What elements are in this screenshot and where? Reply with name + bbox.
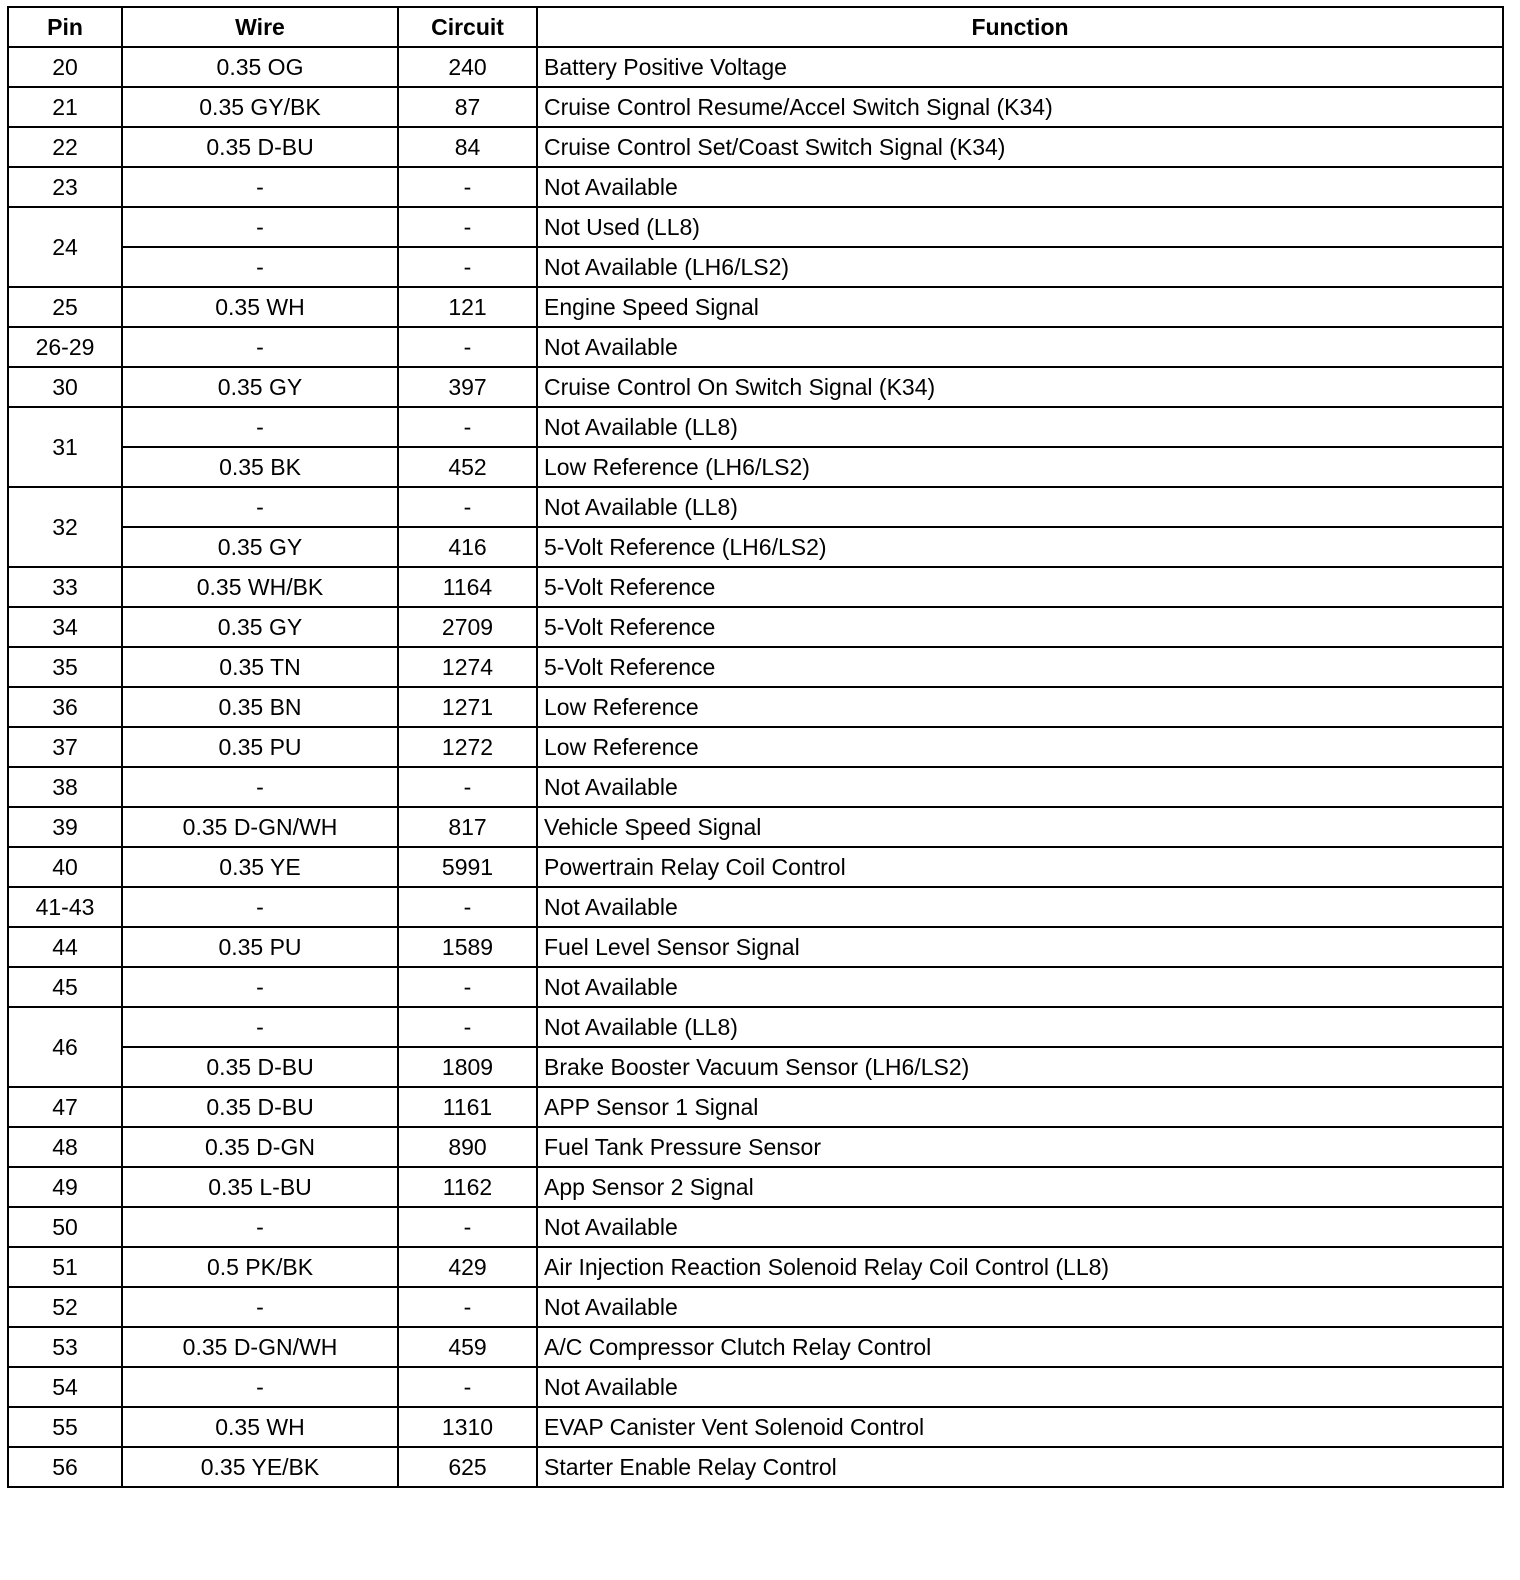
function-cell: Fuel Level Sensor Signal xyxy=(537,927,1503,967)
circuit-cell: 1310 xyxy=(398,1407,537,1447)
circuit-cell: 121 xyxy=(398,287,537,327)
function-cell: Cruise Control On Switch Signal (K34) xyxy=(537,367,1503,407)
pin-cell: 41-43 xyxy=(8,887,122,927)
wire-cell: 0.35 WH xyxy=(122,1407,398,1447)
table-row xyxy=(8,727,1503,767)
pin-cell: 40 xyxy=(8,847,122,887)
wire-cell: 0.35 BN xyxy=(122,687,398,727)
circuit-cell: 890 xyxy=(398,1127,537,1167)
header-row xyxy=(8,7,1503,47)
table-row xyxy=(8,927,1503,967)
wire-cell: - xyxy=(122,887,398,927)
wire-cell: - xyxy=(122,967,398,1007)
function-cell: Brake Booster Vacuum Sensor (LH6/LS2) xyxy=(537,1047,1503,1087)
table-row xyxy=(8,167,1503,207)
function-cell: Not Available (LH6/LS2) xyxy=(537,247,1503,287)
table-row xyxy=(8,967,1503,1007)
table-row xyxy=(8,807,1503,847)
wire-cell: - xyxy=(122,327,398,367)
function-cell: Not Available xyxy=(537,887,1503,927)
table-row xyxy=(8,1327,1503,1367)
wire-cell: 0.35 WH/BK xyxy=(122,567,398,607)
function-cell: Battery Positive Voltage xyxy=(537,47,1503,87)
circuit-cell: - xyxy=(398,167,537,207)
table-row xyxy=(8,367,1503,407)
circuit-cell: 1809 xyxy=(398,1047,537,1087)
function-cell: Not Available xyxy=(537,767,1503,807)
wire-cell: - xyxy=(122,247,398,287)
function-cell: Fuel Tank Pressure Sensor xyxy=(537,1127,1503,1167)
circuit-cell: - xyxy=(398,327,537,367)
pin-cell: 56 xyxy=(8,1447,122,1487)
circuit-cell: - xyxy=(398,247,537,287)
function-cell: A/C Compressor Clutch Relay Control xyxy=(537,1327,1503,1367)
pin-cell: 33 xyxy=(8,567,122,607)
pin-cell: 49 xyxy=(8,1167,122,1207)
wire-cell: 0.35 GY xyxy=(122,607,398,647)
pin-cell: 31 xyxy=(8,407,122,487)
wire-cell: 0.35 YE xyxy=(122,847,398,887)
table-row xyxy=(8,887,1503,927)
circuit-cell: - xyxy=(398,207,537,247)
function-cell: APP Sensor 1 Signal xyxy=(537,1087,1503,1127)
wire-cell: 0.35 YE/BK xyxy=(122,1447,398,1487)
function-cell: 5-Volt Reference (LH6/LS2) xyxy=(537,527,1503,567)
function-cell: Air Injection Reaction Solenoid Relay Coil Control (LL8) xyxy=(537,1247,1503,1287)
circuit-cell: 416 xyxy=(398,527,537,567)
header-pin: Pin xyxy=(8,7,122,47)
pin-cell: 30 xyxy=(8,367,122,407)
function-cell: App Sensor 2 Signal xyxy=(537,1167,1503,1207)
table-row xyxy=(8,247,1503,287)
circuit-cell: - xyxy=(398,487,537,527)
pin-cell: 38 xyxy=(8,767,122,807)
function-cell: Not Available xyxy=(537,1367,1503,1407)
function-cell: Low Reference xyxy=(537,687,1503,727)
circuit-cell: 1274 xyxy=(398,647,537,687)
circuit-cell: - xyxy=(398,967,537,1007)
wire-cell: 0.35 WH xyxy=(122,287,398,327)
pin-cell: 36 xyxy=(8,687,122,727)
table-row xyxy=(8,527,1503,567)
connector-pinout-table xyxy=(7,6,1504,1488)
pin-cell: 55 xyxy=(8,1407,122,1447)
circuit-cell: 1162 xyxy=(398,1167,537,1207)
table-row xyxy=(8,607,1503,647)
wire-cell: 0.35 OG xyxy=(122,47,398,87)
pin-cell: 21 xyxy=(8,87,122,127)
circuit-cell: 84 xyxy=(398,127,537,167)
wire-cell: - xyxy=(122,767,398,807)
wire-cell: 0.35 PU xyxy=(122,927,398,967)
function-cell: Cruise Control Set/Coast Switch Signal (K34) xyxy=(537,127,1503,167)
table-row xyxy=(8,1167,1503,1207)
wire-cell: 0.35 D-GN xyxy=(122,1127,398,1167)
table-row xyxy=(8,687,1503,727)
pin-cell: 32 xyxy=(8,487,122,567)
table-row xyxy=(8,207,1503,247)
pin-cell: 46 xyxy=(8,1007,122,1087)
table-row xyxy=(8,1087,1503,1127)
table-row xyxy=(8,1367,1503,1407)
table-row xyxy=(8,127,1503,167)
pin-cell: 54 xyxy=(8,1367,122,1407)
function-cell: 5-Volt Reference xyxy=(537,647,1503,687)
wire-cell: 0.35 D-BU xyxy=(122,1087,398,1127)
circuit-cell: 452 xyxy=(398,447,537,487)
function-cell: Not Available (LL8) xyxy=(537,487,1503,527)
circuit-cell: - xyxy=(398,767,537,807)
table-row xyxy=(8,767,1503,807)
pin-cell: 24 xyxy=(8,207,122,287)
circuit-cell: - xyxy=(398,1007,537,1047)
table-row xyxy=(8,407,1503,447)
pin-cell: 48 xyxy=(8,1127,122,1167)
pin-cell: 39 xyxy=(8,807,122,847)
pin-cell: 51 xyxy=(8,1247,122,1287)
circuit-cell: 1161 xyxy=(398,1087,537,1127)
wire-cell: 0.35 PU xyxy=(122,727,398,767)
table-row xyxy=(8,1407,1503,1447)
table-row xyxy=(8,487,1503,527)
function-cell: Not Available xyxy=(537,1207,1503,1247)
pin-cell: 50 xyxy=(8,1207,122,1247)
header-wire: Wire xyxy=(122,7,398,47)
function-cell: Cruise Control Resume/Accel Switch Signal (K34) xyxy=(537,87,1503,127)
table-row xyxy=(8,1447,1503,1487)
circuit-cell: 459 xyxy=(398,1327,537,1367)
table-row xyxy=(8,1247,1503,1287)
pin-cell: 47 xyxy=(8,1087,122,1127)
function-cell: Vehicle Speed Signal xyxy=(537,807,1503,847)
wire-cell: - xyxy=(122,407,398,447)
table-row xyxy=(8,327,1503,367)
table-row xyxy=(8,1287,1503,1327)
circuit-cell: 1164 xyxy=(398,567,537,607)
function-cell: Not Available xyxy=(537,1287,1503,1327)
wire-cell: 0.35 TN xyxy=(122,647,398,687)
wire-cell: - xyxy=(122,1287,398,1327)
function-cell: 5-Volt Reference xyxy=(537,607,1503,647)
function-cell: Not Available xyxy=(537,967,1503,1007)
wire-cell: 0.35 GY xyxy=(122,367,398,407)
circuit-cell: 1272 xyxy=(398,727,537,767)
wire-cell: - xyxy=(122,1007,398,1047)
table-row xyxy=(8,567,1503,607)
function-cell: Not Available xyxy=(537,327,1503,367)
wire-cell: 0.35 D-GN/WH xyxy=(122,1327,398,1367)
pin-cell: 53 xyxy=(8,1327,122,1367)
table-row xyxy=(8,87,1503,127)
function-cell: Low Reference xyxy=(537,727,1503,767)
circuit-cell: - xyxy=(398,887,537,927)
circuit-cell: - xyxy=(398,1287,537,1327)
pin-cell: 35 xyxy=(8,647,122,687)
pin-cell: 34 xyxy=(8,607,122,647)
table-row xyxy=(8,47,1503,87)
circuit-cell: 1589 xyxy=(398,927,537,967)
function-cell: EVAP Canister Vent Solenoid Control xyxy=(537,1407,1503,1447)
wire-cell: 0.35 D-BU xyxy=(122,1047,398,1087)
circuit-cell: - xyxy=(398,1367,537,1407)
table-row xyxy=(8,1207,1503,1247)
circuit-cell: - xyxy=(398,1207,537,1247)
pin-cell: 37 xyxy=(8,727,122,767)
pin-cell: 25 xyxy=(8,287,122,327)
table-body xyxy=(8,47,1503,1487)
table-row xyxy=(8,1007,1503,1047)
circuit-cell: 397 xyxy=(398,367,537,407)
function-cell: Not Available (LL8) xyxy=(537,1007,1503,1047)
wire-cell: - xyxy=(122,1207,398,1247)
pin-cell: 44 xyxy=(8,927,122,967)
table-row xyxy=(8,1127,1503,1167)
function-cell: Not Available xyxy=(537,167,1503,207)
circuit-cell: - xyxy=(398,407,537,447)
table-row xyxy=(8,447,1503,487)
table-row xyxy=(8,1047,1503,1087)
pin-cell: 26-29 xyxy=(8,327,122,367)
wire-cell: - xyxy=(122,207,398,247)
circuit-cell: 429 xyxy=(398,1247,537,1287)
wire-cell: 0.35 L-BU xyxy=(122,1167,398,1207)
wire-cell: - xyxy=(122,1367,398,1407)
header-circuit: Circuit xyxy=(398,7,537,47)
function-cell: Not Available (LL8) xyxy=(537,407,1503,447)
header-function: Function xyxy=(537,7,1503,47)
table-row xyxy=(8,647,1503,687)
wire-cell: 0.35 GY xyxy=(122,527,398,567)
wire-cell: - xyxy=(122,167,398,207)
wire-cell: 0.35 GY/BK xyxy=(122,87,398,127)
circuit-cell: 87 xyxy=(398,87,537,127)
function-cell: Starter Enable Relay Control xyxy=(537,1447,1503,1487)
wire-cell: 0.5 PK/BK xyxy=(122,1247,398,1287)
function-cell: 5-Volt Reference xyxy=(537,567,1503,607)
wire-cell: - xyxy=(122,487,398,527)
table-row xyxy=(8,287,1503,327)
circuit-cell: 240 xyxy=(398,47,537,87)
circuit-cell: 2709 xyxy=(398,607,537,647)
wire-cell: 0.35 BK xyxy=(122,447,398,487)
table-header xyxy=(8,7,1503,47)
function-cell: Not Used (LL8) xyxy=(537,207,1503,247)
pin-cell: 20 xyxy=(8,47,122,87)
function-cell: Low Reference (LH6/LS2) xyxy=(537,447,1503,487)
pin-cell: 45 xyxy=(8,967,122,1007)
wire-cell: 0.35 D-GN/WH xyxy=(122,807,398,847)
pin-cell: 52 xyxy=(8,1287,122,1327)
circuit-cell: 5991 xyxy=(398,847,537,887)
circuit-cell: 817 xyxy=(398,807,537,847)
pin-cell: 23 xyxy=(8,167,122,207)
function-cell: Engine Speed Signal xyxy=(537,287,1503,327)
wire-cell: 0.35 D-BU xyxy=(122,127,398,167)
circuit-cell: 1271 xyxy=(398,687,537,727)
circuit-cell: 625 xyxy=(398,1447,537,1487)
function-cell: Powertrain Relay Coil Control xyxy=(537,847,1503,887)
pin-cell: 22 xyxy=(8,127,122,167)
table-row xyxy=(8,847,1503,887)
